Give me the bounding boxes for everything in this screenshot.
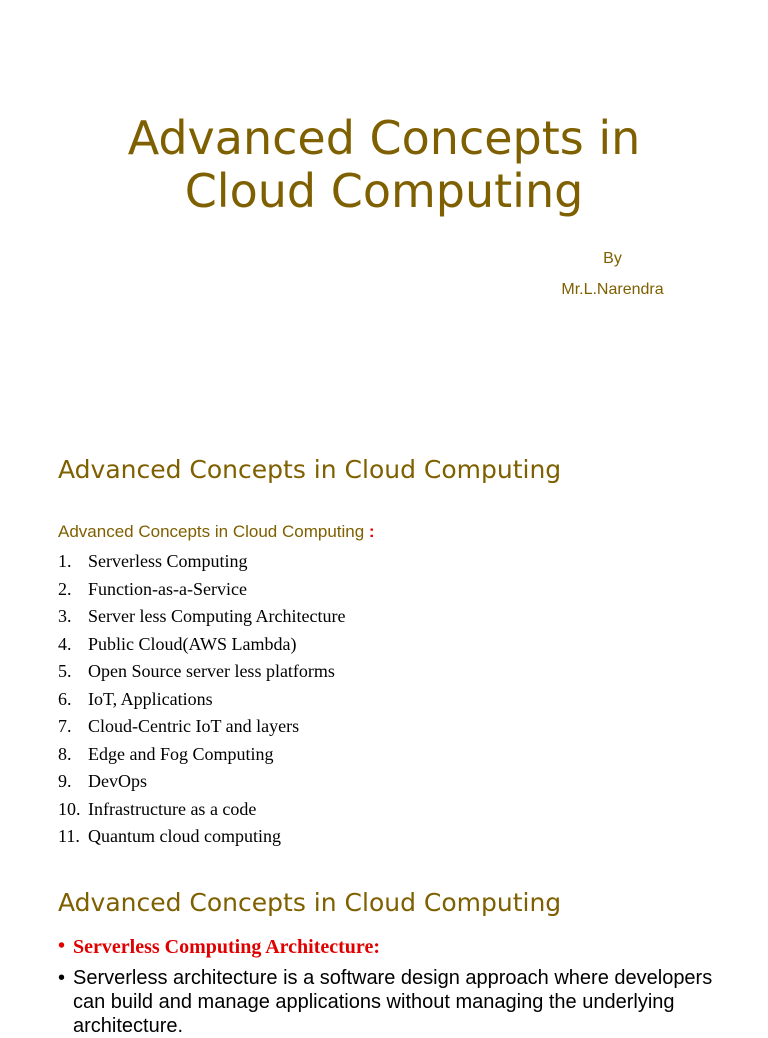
- list-text: Open Source server less platforms: [88, 661, 335, 681]
- list-text: Cloud-Centric IoT and layers: [88, 716, 300, 736]
- list-item: [58, 658, 345, 686]
- list-text: IoT, Applications: [88, 688, 213, 709]
- slide-heading: Advanced Concepts in Cloud Computing: [58, 455, 562, 484]
- list-text: Infrastructure as a code: [88, 798, 257, 819]
- by-label: By: [603, 250, 622, 267]
- list-text: Quantum cloud computing: [88, 826, 281, 846]
- list-item: [58, 603, 345, 631]
- bullet-item: [58, 966, 738, 1038]
- bullet-icon: •: [58, 967, 66, 989]
- title-line-1: Advanced Concepts in: [127, 111, 641, 165]
- list-item: [58, 576, 345, 604]
- bullet-text: Serverless architecture is a software design approach where developers can build and manage applications without managing the underlying architecture.: [73, 967, 713, 1037]
- list-number: 6.: [58, 688, 72, 709]
- list-number: 4.: [58, 633, 72, 654]
- intro-text: Advanced Concepts in Cloud Computing: [58, 522, 365, 541]
- title-line-2: Cloud Computing: [184, 164, 584, 218]
- list-item: [58, 548, 345, 576]
- list-text: Server less Computing Architecture: [88, 606, 346, 626]
- list-item: [58, 741, 345, 769]
- list-text: Edge and Fog Computing: [88, 743, 274, 764]
- list-number: 3.: [58, 606, 72, 626]
- list-number: 2.: [58, 578, 72, 599]
- topic-list: [58, 548, 345, 851]
- list-number: 1.: [58, 551, 72, 571]
- list-item: [58, 823, 345, 851]
- intro-colon: :: [368, 522, 375, 541]
- list-number: 5.: [58, 661, 72, 681]
- list-number: 9.: [58, 771, 72, 791]
- bullet-icon: •: [58, 935, 66, 957]
- presentation-title: [0, 112, 768, 218]
- list-number: 8.: [58, 743, 72, 764]
- list-text: Public Cloud(AWS Lambda): [88, 633, 297, 654]
- list-item: [58, 713, 345, 741]
- topics-slide: [0, 410, 768, 850]
- list-item: [58, 768, 345, 796]
- list-item: [58, 631, 345, 659]
- bullet-text: Serverless Computing Architecture:: [73, 936, 380, 958]
- list-number: 7.: [58, 716, 72, 736]
- slide-heading: Advanced Concepts in Cloud Computing: [58, 888, 562, 917]
- author-name: Mr.L.Narendra: [561, 281, 664, 298]
- list-item: [58, 796, 345, 824]
- list-text: Serverless Computing: [88, 551, 248, 571]
- list-number: 11.: [58, 826, 80, 846]
- list-number: 10.: [58, 798, 81, 819]
- list-text: Function-as-a-Service: [88, 578, 247, 599]
- bullet-list: [58, 934, 738, 1038]
- list-text: DevOps: [88, 771, 147, 791]
- list-item: [58, 686, 345, 714]
- intro-line: [58, 522, 375, 542]
- bullet-item: [58, 934, 738, 960]
- serverless-slide: [0, 860, 768, 1037]
- title-slide: [0, 0, 768, 400]
